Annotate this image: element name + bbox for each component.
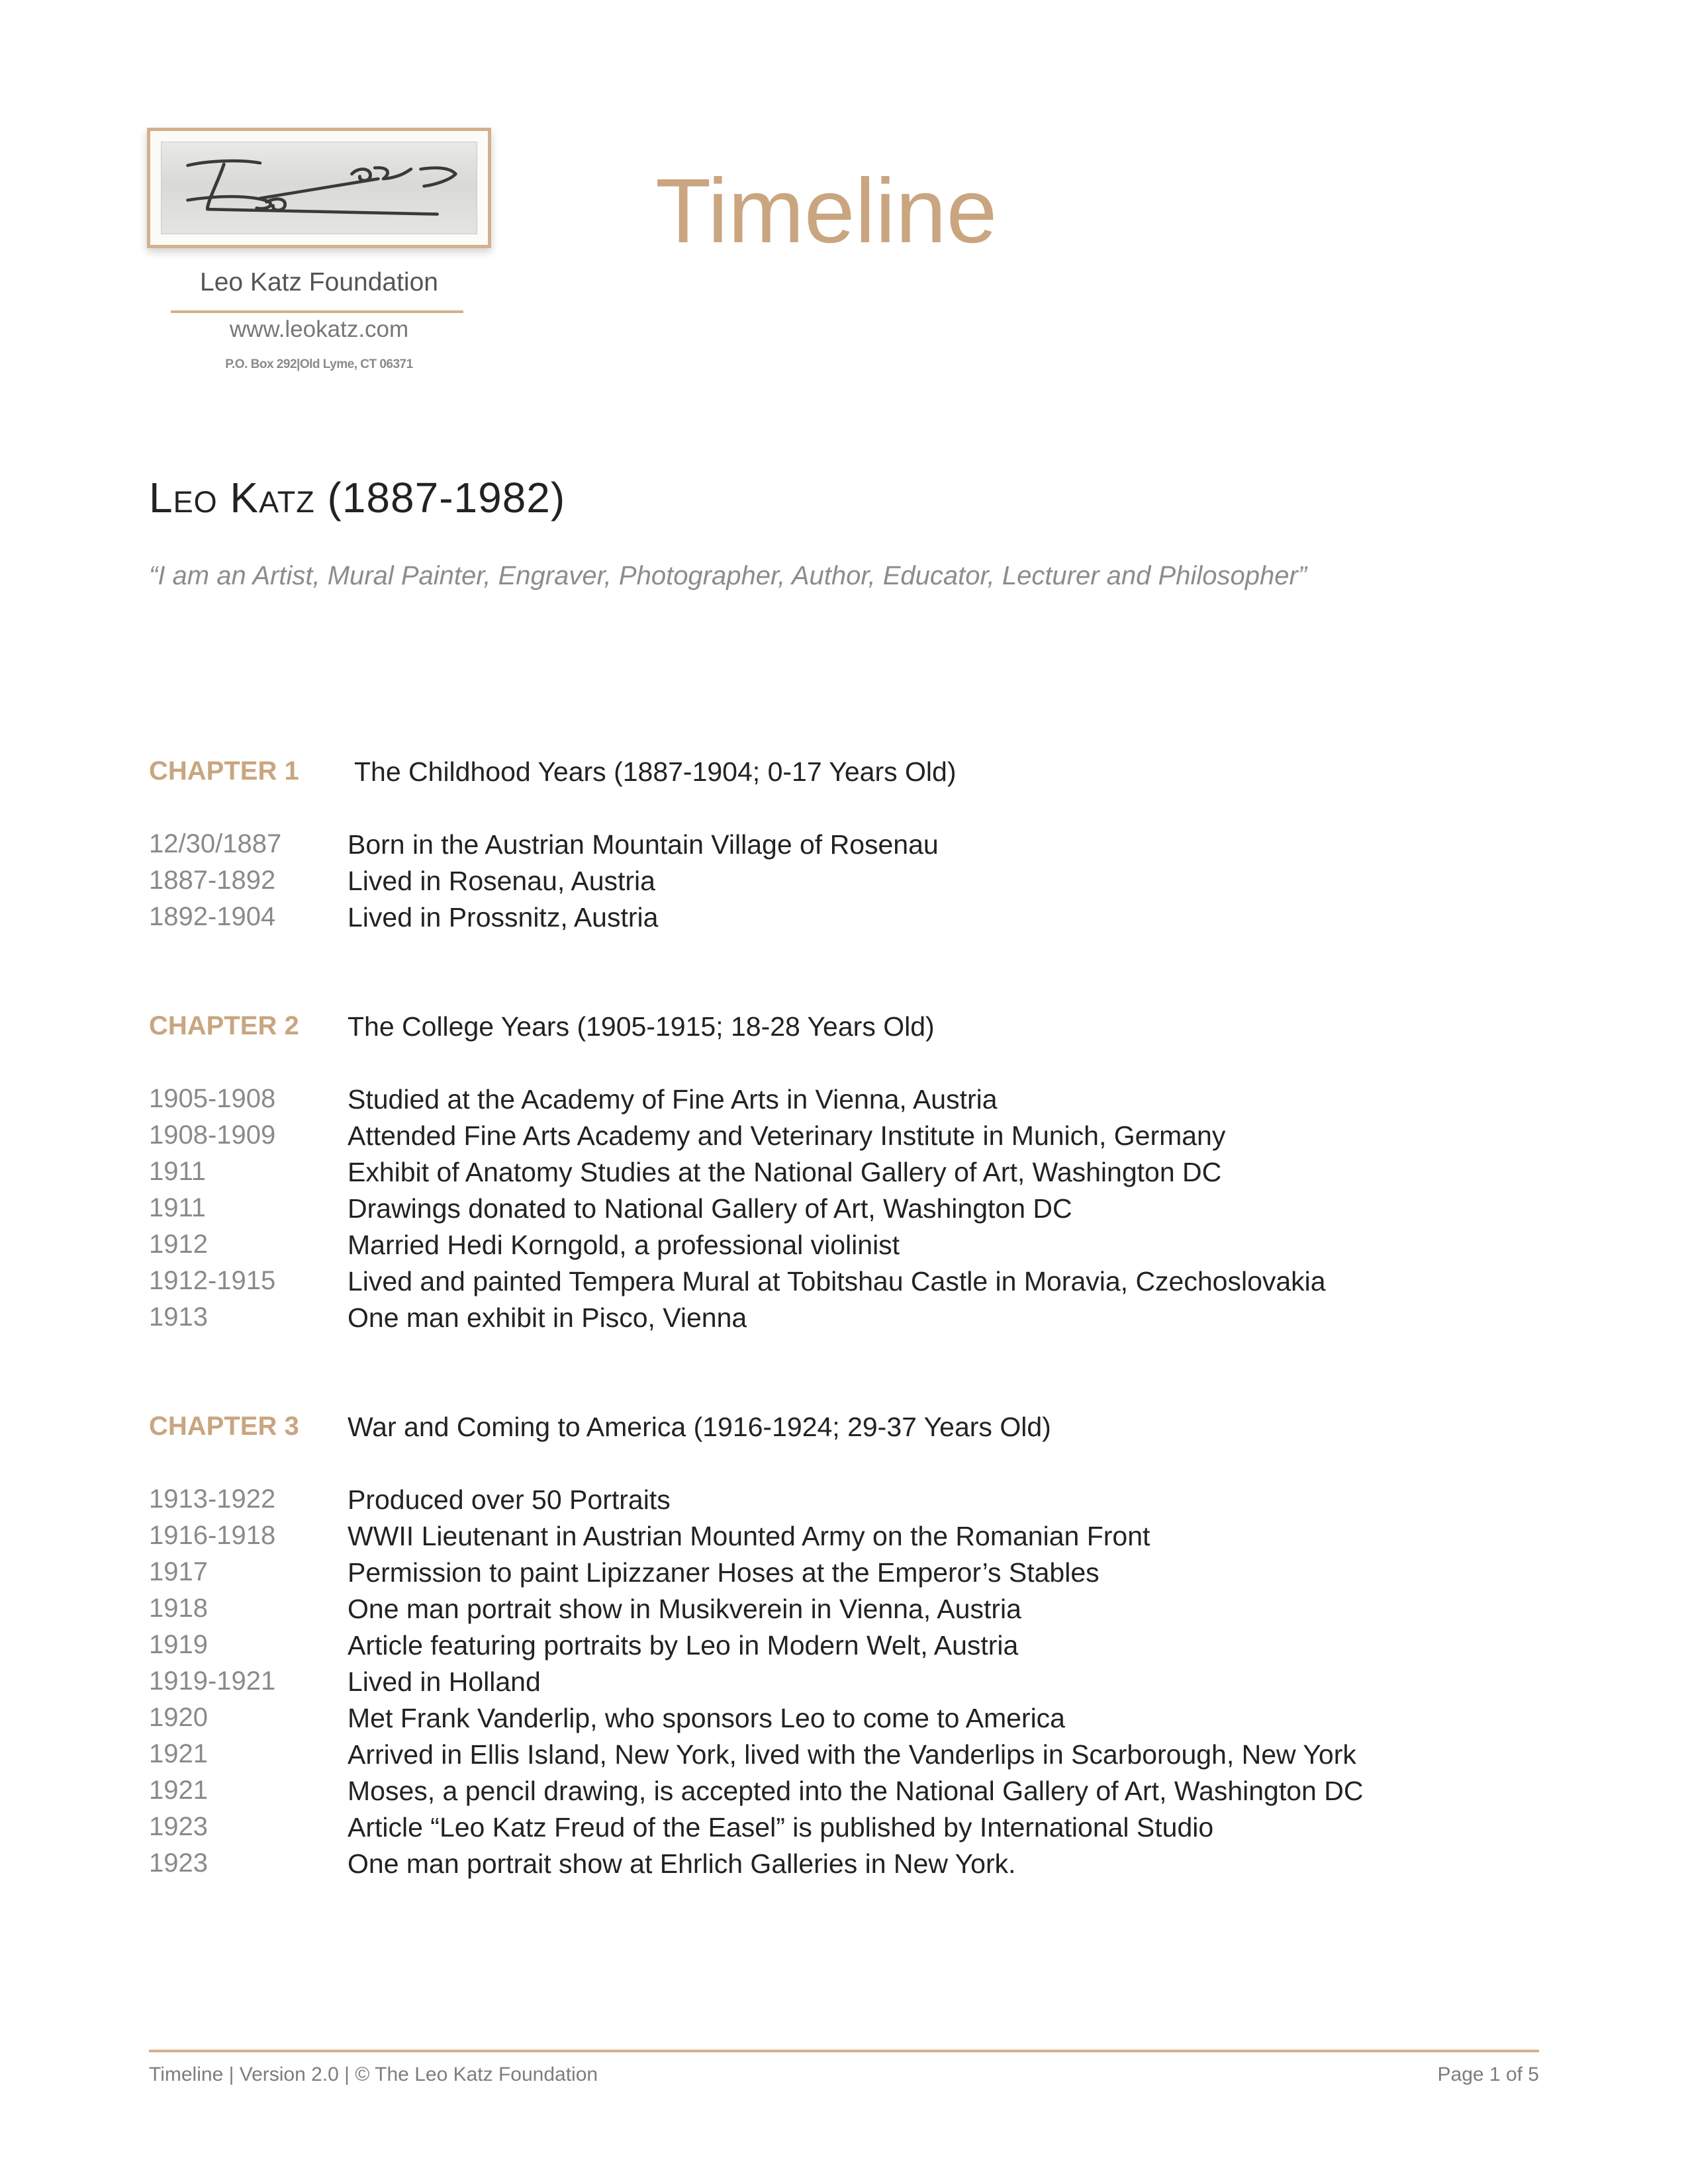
timeline-entry	[149, 1776, 1539, 1812]
entry-date: 1919-1921	[149, 1666, 276, 1696]
entry-text: One man exhibit in Pisco, Vienna	[348, 1302, 747, 1333]
entry-text: Drawings donated to National Gallery of Art, Washington DC	[348, 1193, 1072, 1224]
entry-text: Lived and painted Tempera Mural at Tobitshau Castle in Moravia, Czechoslovakia	[348, 1266, 1326, 1297]
timeline-entry	[149, 902, 1539, 938]
entry-date: 1923	[149, 1848, 208, 1878]
chapter-title: The College Years (1905-1915; 18-28 Years Old)	[348, 1011, 935, 1042]
entry-date: 1911	[149, 1157, 207, 1186]
entry-text: Lived in Holland	[348, 1666, 541, 1697]
entry-date: 12/30/1887	[149, 829, 282, 858]
chapter-entries	[149, 1484, 1539, 1885]
entry-text: Arrived in Ellis Island, New York, lived with the Vanderlips in Scarborough, New York	[348, 1739, 1356, 1770]
timeline-entry	[149, 1084, 1539, 1120]
chapter-heading	[149, 1011, 1539, 1051]
entry-text: Lived in Rosenau, Austria	[348, 866, 655, 896]
chapter-title: War and Coming to America (1916-1924; 29-37 Years Old)	[348, 1412, 1051, 1442]
website-link[interactable]: www.leokatz.com	[229, 316, 409, 342]
chapter-label: CHAPTER 2	[149, 1011, 299, 1040]
entry-text: Moses, a pencil drawing, is accepted into the National Gallery of Art, Washington DC	[348, 1776, 1364, 1806]
entry-date: 1916-1918	[149, 1521, 276, 1550]
timeline-entry	[149, 1739, 1539, 1776]
entry-text: Permission to paint Lipizzaner Hoses at the Emperor’s Stables	[348, 1557, 1100, 1588]
timeline-entry	[149, 1848, 1539, 1885]
entry-date: 1921	[149, 1776, 208, 1805]
timeline-entry	[149, 1266, 1539, 1302]
entry-text: Lived in Prossnitz, Austria	[348, 902, 659, 933]
entry-text: Attended Fine Arts Academy and Veterinary Institute in Munich, Germany	[348, 1120, 1226, 1151]
entry-date: 1919	[149, 1630, 208, 1659]
entry-date: 1912	[149, 1230, 208, 1259]
entry-date: 1917	[149, 1557, 208, 1586]
timeline-entry	[149, 1120, 1539, 1157]
entry-date: 1921	[149, 1739, 208, 1768]
chapter-3	[149, 1412, 1539, 1885]
entry-text: Met Frank Vanderlip, who sponsors Leo to come to America	[348, 1703, 1065, 1733]
entry-date: 1911	[149, 1193, 207, 1222]
timeline-entry	[149, 1812, 1539, 1848]
entry-date: 1887-1892	[149, 866, 276, 895]
timeline-entry	[149, 1484, 1539, 1521]
entry-text: WWII Lieutenant in Austrian Mounted Army on the Romanian Front	[348, 1521, 1150, 1551]
timeline-entry	[149, 1703, 1539, 1739]
entry-text: Produced over 50 Portraits	[348, 1484, 671, 1515]
logo-divider	[171, 310, 463, 313]
chapter-entries	[149, 829, 1539, 938]
chapter-1	[149, 756, 1539, 938]
entry-date: 1892-1904	[149, 902, 276, 931]
entry-date: 1918	[149, 1594, 208, 1623]
quote: “I am an Artist, Mural Painter, Engraver, Photographer, Author, Educator, Lecturer and Philosopher”	[149, 561, 1307, 590]
timeline-entry	[149, 1193, 1539, 1230]
signature-drawing	[162, 142, 477, 234]
entry-date: 1905-1908	[149, 1084, 276, 1113]
timeline-entry	[149, 1557, 1539, 1594]
timeline-entry	[149, 1666, 1539, 1703]
entry-text: Born in the Austrian Mountain Village of Rosenau	[348, 829, 939, 860]
chapter-2	[149, 1011, 1539, 1339]
entry-text: Married Hedi Korngold, a professional violinist	[348, 1230, 900, 1260]
chapter-heading	[149, 1412, 1539, 1451]
entry-text: Article “Leo Katz Freud of the Easel” is published by International Studio	[348, 1812, 1214, 1843]
footer-divider	[149, 2050, 1539, 2052]
mailing-address: P.O. Box 292|Old Lyme, CT 06371	[225, 357, 413, 371]
entry-text: Article featuring portraits by Leo in Modern Welt, Austria	[348, 1630, 1019, 1661]
footer-doc-info: Timeline | Version 2.0 | © The Leo Katz Foundation	[149, 2064, 598, 2085]
timeline-entry	[149, 1230, 1539, 1266]
entry-text: Studied at the Academy of Fine Arts in Vienna, Austria	[348, 1084, 998, 1115]
timeline-entry	[149, 1302, 1539, 1339]
entry-date: 1912-1915	[149, 1266, 276, 1295]
entry-date: 1923	[149, 1812, 208, 1841]
timeline-entry	[149, 829, 1539, 866]
chapter-label: CHAPTER 1	[149, 756, 299, 786]
entry-date: 1920	[149, 1703, 208, 1732]
chapter-entries	[149, 1084, 1539, 1339]
timeline-entry	[149, 1157, 1539, 1193]
page-title: Timeline	[655, 160, 998, 262]
entry-date: 1908-1909	[149, 1120, 276, 1150]
timeline-entry	[149, 1630, 1539, 1666]
entry-date: 1913-1922	[149, 1484, 276, 1514]
timeline-entry	[149, 1521, 1539, 1557]
entry-text: Exhibit of Anatomy Studies at the National Gallery of Art, Washington DC	[348, 1157, 1222, 1187]
page-number: Page 1 of 5	[1437, 2064, 1539, 2085]
person-name: Leo Katz (1887-1982)	[149, 474, 566, 522]
timeline-entry	[149, 1594, 1539, 1630]
entry-text: One man portrait show at Ehrlich Galleries in New York.	[348, 1848, 1016, 1879]
timeline-entry	[149, 866, 1539, 902]
chapter-label: CHAPTER 3	[149, 1412, 299, 1441]
logo	[147, 128, 491, 248]
chapter-title: The Childhood Years (1887-1904; 0-17 Years Old)	[354, 756, 957, 787]
chapter-heading	[149, 756, 1539, 796]
entry-date: 1913	[149, 1302, 208, 1332]
foundation-name: Leo Katz Foundation	[200, 268, 438, 296]
signature-plate	[161, 142, 477, 234]
entry-text: One man portrait show in Musikverein in Vienna, Austria	[348, 1594, 1021, 1624]
